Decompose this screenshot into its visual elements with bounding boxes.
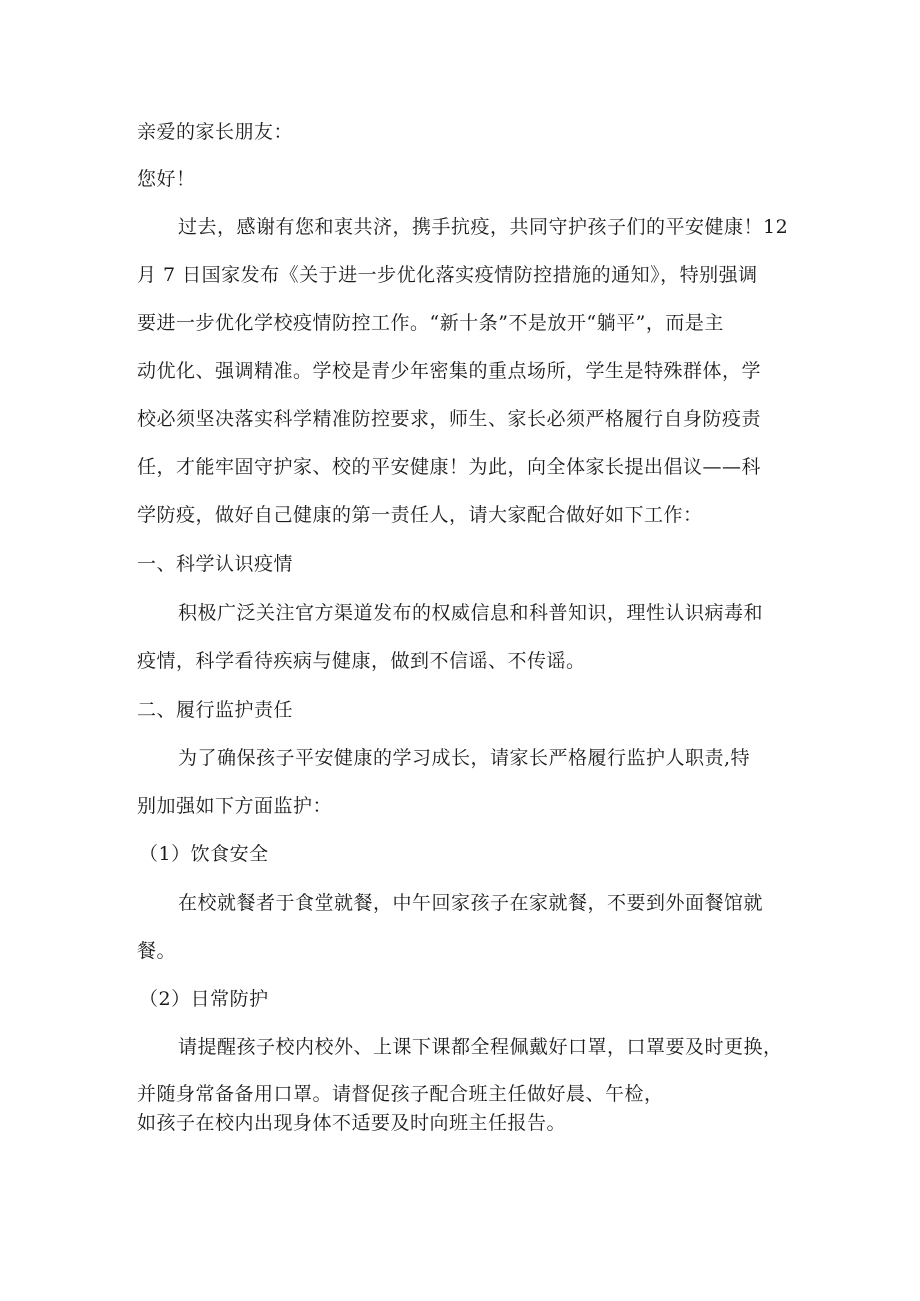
item-heading: （2）日常防护 [139,988,269,1010]
item-text-line: 如孩子在校内出现身体不适要及时向班主任报告。 [137,1112,567,1134]
intro-line: 任，才能牢固守护家、校的平安健康！为此，向全体家长提出倡议——科 [137,456,762,478]
section-text-line: 别加强如下方面监护： [137,795,333,817]
section-text-line: 为了确保孩子平安健康的学习成长，请家长严格履行监护人职责,特 [178,747,751,769]
salutation: 亲爱的家长朋友： [137,121,294,143]
item-text-line: 并随身常备备用口罩。请督促孩子配合班主任做好晨、午检， [137,1083,664,1105]
intro-line: 要进一步优化学校疫情防控工作。“新十条”不是放开“躺平”，而是主 [137,312,724,334]
section-heading: 二、履行监护责任 [137,699,294,721]
intro-line: 学防疫，做好自己健康的第一责任人，请大家配合做好如下工作： [137,504,703,526]
item-text-line: 在校就餐者于食堂就餐，中午回家孩子在家就餐，不要到外面餐馆就 [178,892,764,914]
intro-line: 过去，感谢有您和衷共济，携手抗疫，共同守护孩子们的平安健康！12 [178,216,789,238]
item-text-line: 请提醒孩子校内校外、上课下课都全程佩戴好口罩，口罩要及时更换， [178,1036,783,1058]
greeting: 您好！ [137,168,196,190]
intro-line: 校必须坚决落实科学精准防控要求，师生、家长必须严格履行自身防疫责 [137,408,762,430]
intro-line: 动优化、强调精准。学校是青少年密集的重点场所，学生是特殊群体，学 [137,360,762,382]
item-text-line: 餐。 [137,940,177,962]
section-heading: 一、科学认识疫情 [137,553,294,575]
item-heading: （1）饮食安全 [139,843,269,865]
section-text-line: 疫情，科学看待疾病与健康，做到不信谣、不传谣。 [137,650,586,672]
section-text-line: 积极广泛关注官方渠道发布的权威信息和科普知识，理性认识病毒和 [178,602,764,624]
intro-line: 月 7 日国家发布《关于进一步优化落实疫情防控措施的通知》，特别强调 [137,264,758,286]
